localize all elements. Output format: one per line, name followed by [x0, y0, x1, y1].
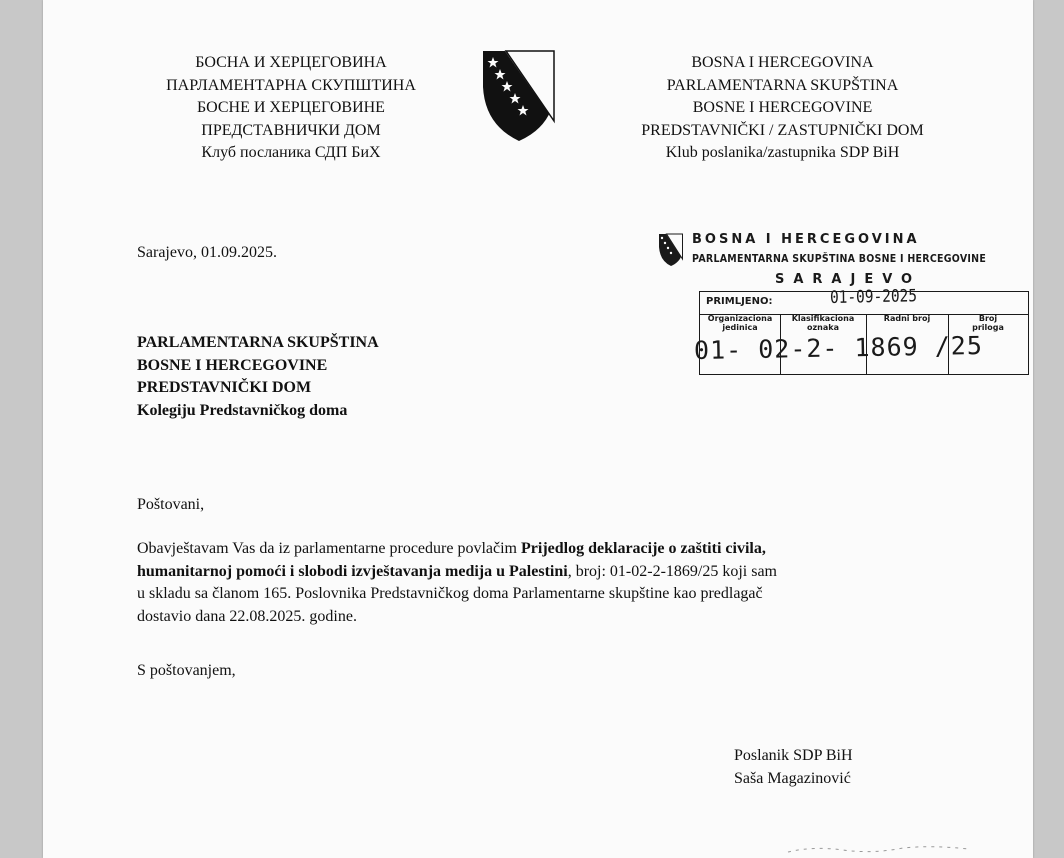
stamp-column-header: Broj priloga: [972, 314, 1004, 332]
recipient-line: Kolegiju Predstavničkog doma: [137, 401, 348, 419]
stamp-crest-icon: [657, 232, 685, 268]
header-latin: [605, 52, 960, 165]
coat-of-arms-icon: [479, 47, 559, 143]
body-text: , broj: 01-02-2-1869/25 koji sam: [567, 562, 777, 580]
header-latin-line: BOSNE I HERCEGOVINE: [692, 99, 873, 116]
recipient-line: PREDSTAVNIČKI DOM: [137, 379, 312, 396]
signature-title: Poslanik SDP BiH: [734, 747, 853, 764]
stamp-handwritten-number: 01- 02-2- 1869 /25: [693, 330, 984, 365]
header-latin-line: PREDSTAVNIČKI / ZASTUPNIČKI DOM: [641, 121, 924, 139]
recipient-line: PARLAMENTARNA SKUPŠTINA: [137, 334, 379, 351]
closing: S poštovanjem,: [137, 662, 236, 679]
registry-stamp: [655, 228, 1004, 380]
stamp-received-label: PRIMLJENO:: [706, 296, 773, 307]
stamp-received-row: [700, 286, 1028, 315]
stamp-column-header: Radni broj: [883, 314, 931, 323]
header-latin-line: PARLAMENTARNA SKUPŠTINA: [666, 76, 899, 94]
stamp-city: SARAJEVO: [775, 272, 922, 287]
header-cyrillic: [136, 52, 446, 165]
stamp-column-header: Organizaciona jedinica: [707, 314, 773, 332]
stamp-subtitle: PARLAMENTARNA SKUPŠTINA BOSNE I HERCEGOVINE: [692, 252, 987, 265]
handwritten-marks: [783, 836, 973, 856]
letter-body: [137, 538, 977, 628]
body-line: u skladu sa članom 165. Poslovnika Predstavničkog doma Parlamentarne skupštine kao predlagač: [137, 585, 763, 602]
body-line: dostavio dana 22.08.2025. godine.: [137, 607, 357, 625]
body-line: [137, 561, 977, 584]
date-line: Sarajevo, 01.09.2025.: [137, 244, 277, 261]
body-bold-text: Prijedlog deklaracije o zaštiti civila,: [521, 540, 766, 557]
recipient-line: BOSNE I HERCEGOVINE: [137, 356, 328, 374]
stamp-received-date: 01-09-2025: [829, 286, 918, 308]
header-cyrillic-line: БОСНЕ И ХЕРЦЕГОВИНЕ: [197, 99, 385, 116]
header-latin-line: BOSNA I HERCEGOVINA: [691, 54, 874, 71]
signature-name: Saša Magazinović: [734, 769, 851, 787]
header-cyrillic-line: Клуб посланика СДП БиХ: [201, 144, 381, 161]
body-line: [137, 538, 977, 561]
salutation: Poštovani,: [137, 496, 205, 513]
header-cyrillic-line: БОСНА И ХЕРЦЕГОВИНА: [195, 54, 387, 71]
stamp-title: BOSNA I HERCEGOVINA: [692, 232, 920, 247]
header-cyrillic-line: ПРЕДСТАВНИЧКИ ДОМ: [201, 121, 381, 139]
body-bold-text: humanitarnoj pomoći i slobodi izvještavanja medija u Palestini: [137, 562, 568, 580]
header-latin-line: Klub poslanika/zastupnika SDP BiH: [665, 144, 900, 161]
stamp-form-box: [693, 286, 1029, 375]
stamp-column-header: Klasifikaciona oznaka: [791, 314, 855, 332]
recipient-block: [137, 332, 379, 422]
header-cyrillic-line: ПАРЛАМЕНТАРНА СКУПШТИНА: [166, 76, 416, 94]
body-text: Obavještavam Vas da iz parlamentarne procedure povlačim: [137, 540, 521, 557]
document-page: [43, 0, 1033, 858]
signature-block: [734, 745, 853, 790]
